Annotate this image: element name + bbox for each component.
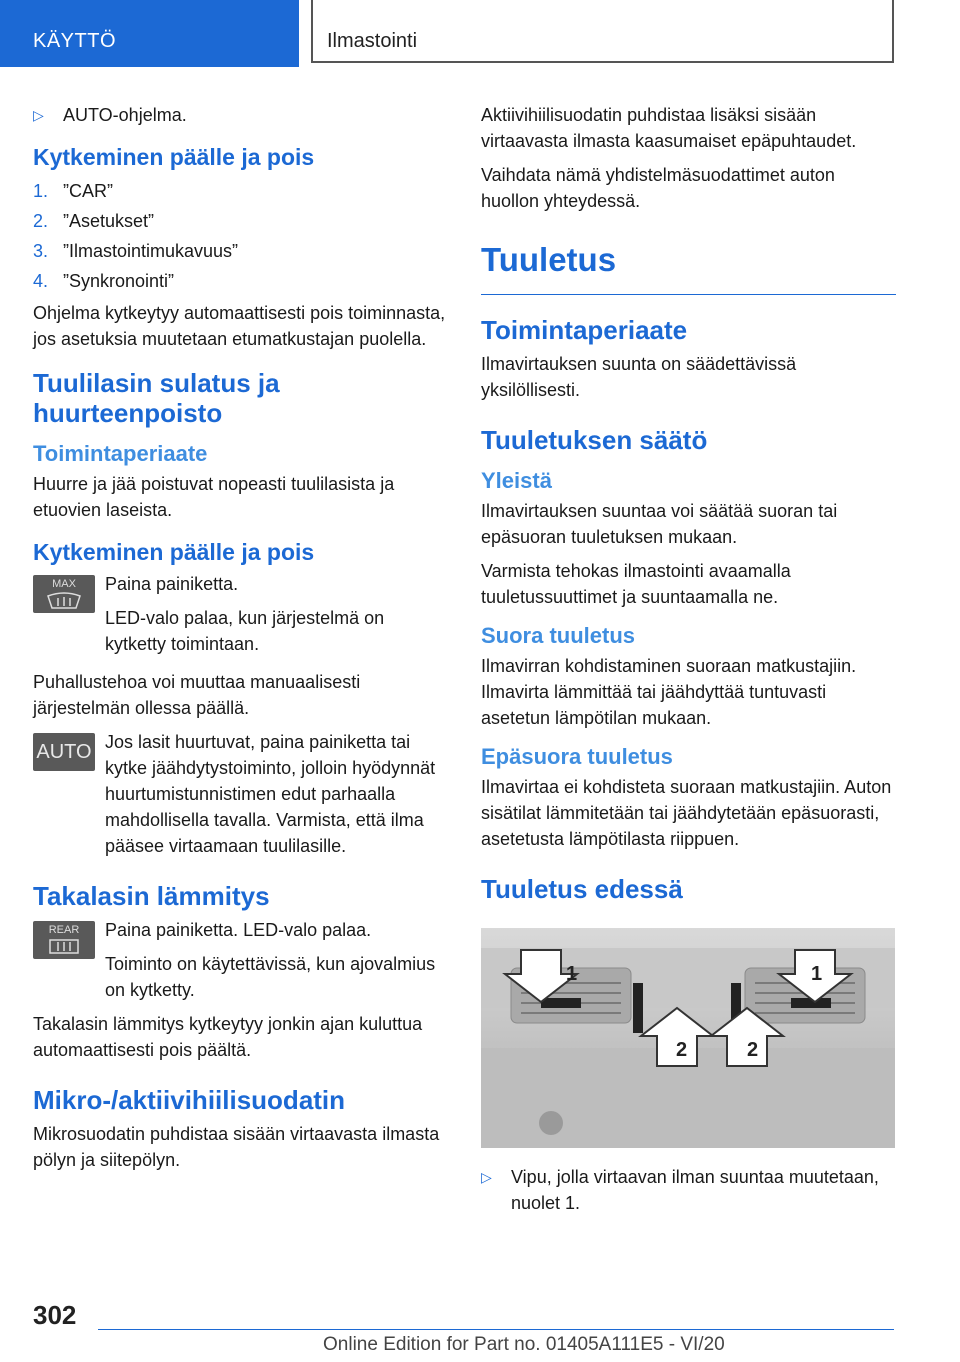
left-column	[33, 102, 448, 1181]
header-chapter-label: Ilmastointi	[327, 30, 418, 52]
max-defrost-row	[33, 571, 448, 657]
list-item: 4. ”Synkronointi”	[33, 271, 175, 291]
heading-principle: Toimintaperiaate	[33, 441, 208, 466]
paragraph-rear-off: Takalasin lämmitys kytkeytyy jonkin ajan kuluttua automaattisesti pois päältä.	[33, 1014, 423, 1060]
paragraph-sync: Ohjelma kytkeytyy automaattisesti pois toiminnasta, jos asetuksia muutetaan etumatkustajan puolella.	[33, 303, 446, 349]
paragraph-general: Ilmavirtauksen suuntaa voi säätää suoran tai epäsuoran tuuletuksen mukaan.	[481, 501, 838, 547]
triangle-bullet-icon: ▷	[33, 107, 44, 123]
heading-front-vent: Tuuletus edessä	[481, 874, 683, 904]
list-item: 3. ”Ilmastointimukavuus”	[33, 241, 239, 261]
callout-label: 1	[566, 963, 578, 985]
footer-edition: Online Edition for Part no. 01405A111E5 - VI/20	[323, 1334, 725, 1355]
heading-on-off: Kytkeminen päälle ja pois	[33, 144, 315, 170]
heading-general: Yleistä	[481, 468, 552, 493]
max-defrost-button-icon	[33, 575, 95, 613]
heading-defrost: Tuulilasin sulatus ja huurteenpoisto	[33, 368, 280, 428]
rear-defrost-button-icon	[33, 921, 95, 959]
heading-indirect: Epäsuora tuuletus	[481, 744, 673, 769]
front-vents-photo	[481, 928, 895, 1148]
list-item: 2. ”Asetukset”	[33, 211, 155, 231]
callout-label: 1	[811, 963, 823, 985]
bullet-item	[33, 102, 448, 128]
heading-principle-right: Toimintaperiaate	[481, 315, 688, 345]
paragraph-rear-avail: Toiminto on käytettävissä, kun ajovalmius on kytketty.	[105, 954, 436, 1000]
heading-on-off-2: Kytkeminen päälle ja pois	[33, 539, 315, 565]
header-chapter-box	[311, 0, 894, 63]
header-section-tab	[0, 0, 299, 67]
auto-row	[33, 729, 448, 859]
callout-label: 2	[676, 1039, 688, 1061]
heading-rear-heat: Takalasin lämmitys	[33, 881, 270, 911]
bullet-text: AUTO-ohjelma.	[63, 105, 187, 125]
paragraph-led: LED-valo palaa, kun järjestelmä on kytketty toimintaan.	[105, 608, 385, 654]
auto-button-icon: AUTO	[33, 733, 95, 771]
paragraph-principle: Huurre ja jää poistuvat nopeasti tuulilasista ja etuovien laseista.	[33, 474, 395, 520]
rear-label: REAR	[48, 924, 80, 936]
paragraph-indirect: Ilmavirtaa ei kohdisteta suoraan matkustajiin. Auton sisätilat lämmitetään tai jäähdytetään epäsuorasti, asetetusta lämpötilasta riippuen.	[481, 777, 892, 849]
triangle-bullet-icon: ▷	[481, 1169, 492, 1185]
heading-ventilation: Tuuletus	[481, 240, 896, 295]
bullet-text: Vipu, jolla virtaavan ilman suuntaa muutetaan, nuolet 1.	[511, 1167, 879, 1213]
bullet-item-lever	[481, 1164, 896, 1216]
callout-label: 2	[747, 1039, 759, 1061]
paragraph-carbon: Aktiivihiilisuodatin puhdistaa lisäksi sisään virtaavasta ilmasta kaasumaiset epäpuhtaudet.	[481, 105, 857, 151]
paragraph-rear-press: Paina painiketta. LED-valo palaa.	[105, 920, 372, 940]
paragraph-direct: Ilmavirran kohdistaminen suoraan matkustajiin. Ilmavirta lämmittää tai jäähdyttää tuntuvasti asetetun lämpötilan mukaan.	[481, 656, 857, 728]
max-label: MAX	[52, 578, 76, 590]
page-number: 302	[33, 1300, 77, 1330]
windshield-heat-icon	[44, 590, 84, 610]
rear-row	[33, 917, 448, 1003]
rear-window-heat-icon	[44, 936, 84, 956]
paragraph-principle-right: Ilmavirtauksen suunta on säädettävissä yksilöllisesti.	[481, 354, 797, 400]
paragraph-ensure: Varmista tehokas ilmastointi avaamalla tuuletussuuttimet ja suuntaamalla ne.	[481, 561, 791, 607]
vent-illustration	[481, 928, 895, 1148]
right-column	[481, 102, 896, 1224]
heading-filter: Mikro-/aktiivihiilisuodatin	[33, 1085, 346, 1115]
header-section-label: KÄYTTÖ	[33, 30, 117, 52]
steps-list	[33, 176, 448, 296]
paragraph-auto: Jos lasit huurtuvat, paina painiketta tai kytke jäähdytystoiminto, jolloin hyödynnät huurtumistunnistimen edut parhaalla mahdollisella tavalla. Varmista, että ilma pääsee virtaamaan tuulilasille.	[105, 732, 436, 856]
paragraph-filter: Mikrosuodatin puhdistaa sisään virtaavasta ilmasta pölyn ja siitepölyn.	[33, 1124, 440, 1170]
paragraph-press: Paina painiketta.	[105, 574, 239, 594]
list-item: 1. ”CAR”	[33, 181, 113, 201]
paragraph-replace: Vaihdata nämä yhdistelmäsuodattimet auton huollon yhteydessä.	[481, 165, 835, 211]
paragraph-blower: Puhallustehoa voi muuttaa manuaalisesti järjestelmän ollessa päällä.	[33, 672, 361, 718]
heading-direct: Suora tuuletus	[481, 623, 636, 648]
heading-vent-control: Tuuletuksen säätö	[481, 425, 708, 455]
footer-divider	[98, 1329, 894, 1330]
